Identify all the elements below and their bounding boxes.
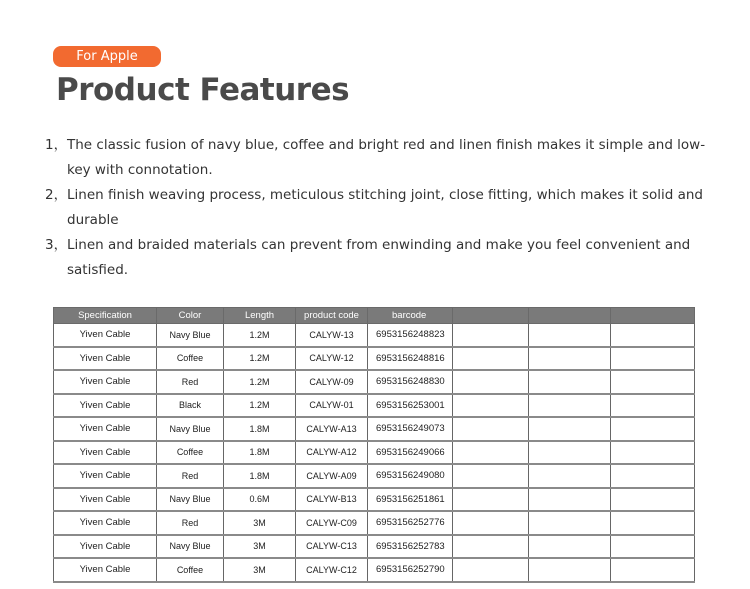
spec-table-container: [53, 307, 694, 583]
cell-color: Red: [157, 370, 224, 394]
cell-length: 1.8M: [224, 464, 296, 488]
feature-text: The classic fusion of navy blue, coffee and bright red and linen finish makes it simple and low-key with connotation.: [67, 137, 706, 178]
cell-specification: Yiven Cable: [54, 535, 157, 559]
cell-specification: Yiven Cable: [54, 511, 157, 535]
cell-specification: Yiven Cable: [54, 324, 157, 347]
feature-text: Linen finish weaving process, meticulous stitching joint, close fitting, which makes it solid and durable: [67, 187, 703, 228]
cell-barcode: 6953156253001: [368, 394, 453, 418]
cell-length: 1.8M: [224, 417, 296, 441]
header-empty: [453, 308, 529, 324]
cell-barcode: 6953156252776: [368, 511, 453, 535]
cell-empty: [453, 464, 529, 488]
table-row: [54, 347, 695, 371]
feature-text: Linen and braided materials can prevent from enwinding and make you feel convenient and satisfied.: [67, 237, 691, 278]
cell-specification: Yiven Cable: [54, 441, 157, 465]
cell-empty: [529, 370, 611, 394]
header-empty: [529, 308, 611, 324]
cell-barcode: 6953156251861: [368, 488, 453, 512]
cell-length: 0.6M: [224, 488, 296, 512]
spec-table: [53, 307, 695, 583]
cell-specification: Yiven Cable: [54, 488, 157, 512]
header-barcode: barcode: [368, 308, 453, 324]
cell-product-code: CALYW-A13: [296, 417, 368, 441]
cell-specification: Yiven Cable: [54, 370, 157, 394]
cell-empty: [529, 511, 611, 535]
cell-empty: [529, 558, 611, 582]
table-row: [54, 370, 695, 394]
cell-empty: [611, 417, 695, 441]
cell-empty: [453, 511, 529, 535]
cell-empty: [529, 464, 611, 488]
cell-empty: [529, 394, 611, 418]
cell-product-code: CALYW-A09: [296, 464, 368, 488]
feature-number: 2，: [45, 187, 68, 203]
cell-empty: [529, 441, 611, 465]
cell-empty: [453, 535, 529, 559]
cell-length: 3M: [224, 558, 296, 582]
cell-color: Coffee: [157, 347, 224, 371]
cell-color: Coffee: [157, 558, 224, 582]
table-header-row: [54, 308, 695, 324]
cell-empty: [453, 417, 529, 441]
cell-empty: [453, 324, 529, 347]
cell-specification: Yiven Cable: [54, 558, 157, 582]
cell-product-code: CALYW-01: [296, 394, 368, 418]
cell-length: 1.2M: [224, 394, 296, 418]
feature-item: [45, 233, 725, 283]
cell-specification: Yiven Cable: [54, 417, 157, 441]
cell-barcode: 6953156252790: [368, 558, 453, 582]
cell-empty: [529, 535, 611, 559]
feature-item: [45, 133, 725, 183]
header-specification: Specification: [54, 308, 157, 324]
cell-color: Navy Blue: [157, 324, 224, 347]
cell-empty: [453, 370, 529, 394]
cell-barcode: 6953156248816: [368, 347, 453, 371]
cell-color: Black: [157, 394, 224, 418]
cell-color: Navy Blue: [157, 535, 224, 559]
cell-empty: [453, 394, 529, 418]
cell-empty: [611, 370, 695, 394]
table-row: [54, 441, 695, 465]
header-empty: [611, 308, 695, 324]
cell-barcode: 6953156249066: [368, 441, 453, 465]
cell-empty: [529, 488, 611, 512]
table-body: [54, 324, 695, 582]
cell-empty: [529, 324, 611, 347]
cell-barcode: 6953156248830: [368, 370, 453, 394]
header-color: Color: [157, 308, 224, 324]
table-row: [54, 511, 695, 535]
cell-color: Navy Blue: [157, 417, 224, 441]
cell-length: 3M: [224, 535, 296, 559]
cell-product-code: CALYW-B13: [296, 488, 368, 512]
cell-color: Red: [157, 464, 224, 488]
cell-product-code: CALYW-C09: [296, 511, 368, 535]
cell-product-code: CALYW-A12: [296, 441, 368, 465]
header-length: Length: [224, 308, 296, 324]
table-row: [54, 535, 695, 559]
cell-empty: [453, 558, 529, 582]
cell-product-code: CALYW-C13: [296, 535, 368, 559]
table-row: [54, 488, 695, 512]
cell-specification: Yiven Cable: [54, 464, 157, 488]
cell-empty: [611, 511, 695, 535]
table-row: [54, 394, 695, 418]
cell-specification: Yiven Cable: [54, 347, 157, 371]
cell-length: 1.2M: [224, 324, 296, 347]
feature-item: [45, 183, 725, 233]
cell-length: 1.2M: [224, 370, 296, 394]
cell-barcode: 6953156252783: [368, 535, 453, 559]
cell-product-code: CALYW-09: [296, 370, 368, 394]
feature-number: 1，: [45, 137, 68, 153]
cell-color: Coffee: [157, 441, 224, 465]
table-row: [54, 464, 695, 488]
cell-empty: [453, 441, 529, 465]
cell-empty: [611, 558, 695, 582]
header-product-code: product code: [296, 308, 368, 324]
for-apple-badge: For Apple: [53, 46, 161, 67]
cell-length: 3M: [224, 511, 296, 535]
cell-product-code: CALYW-13: [296, 324, 368, 347]
cell-barcode: 6953156249080: [368, 464, 453, 488]
cell-specification: Yiven Cable: [54, 394, 157, 418]
feature-number: 3，: [45, 237, 68, 253]
cell-empty: [529, 347, 611, 371]
cell-empty: [611, 441, 695, 465]
cell-empty: [611, 394, 695, 418]
cell-empty: [453, 488, 529, 512]
cell-empty: [611, 488, 695, 512]
cell-length: 1.2M: [224, 347, 296, 371]
cell-length: 1.8M: [224, 441, 296, 465]
cell-color: Red: [157, 511, 224, 535]
cell-product-code: CALYW-12: [296, 347, 368, 371]
cell-barcode: 6953156249073: [368, 417, 453, 441]
cell-product-code: CALYW-C12: [296, 558, 368, 582]
table-row: [54, 558, 695, 582]
feature-list: [45, 133, 725, 283]
cell-empty: [611, 324, 695, 347]
page-title: Product Features: [56, 72, 350, 108]
cell-color: Navy Blue: [157, 488, 224, 512]
cell-empty: [611, 347, 695, 371]
cell-empty: [611, 464, 695, 488]
table-row: [54, 324, 695, 347]
cell-empty: [611, 535, 695, 559]
cell-barcode: 6953156248823: [368, 324, 453, 347]
cell-empty: [529, 417, 611, 441]
cell-empty: [453, 347, 529, 371]
table-row: [54, 417, 695, 441]
